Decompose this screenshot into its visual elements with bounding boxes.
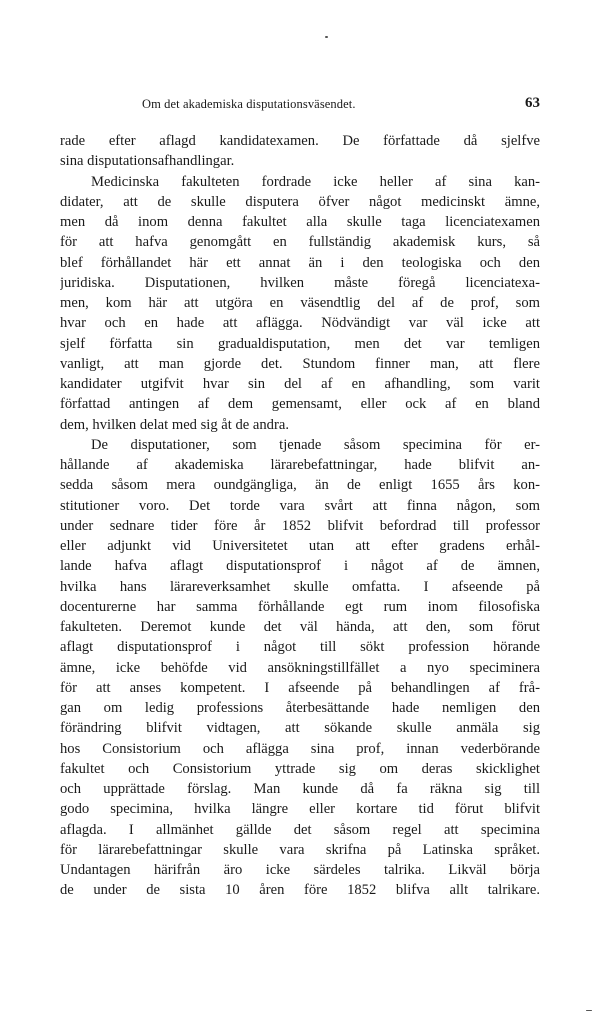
text-line: hos Consistorium och aflägga sina prof, innan vederbörande [60,740,540,757]
text-line: Medicinska fakulteten fordrade icke heller af sina kan- [91,173,540,190]
text-line: rade efter aflagd kandidatexamen. De författade då sjelfve [60,133,540,149]
running-head: Om det akademiska disputationsväsendet. [142,97,356,111]
text-line: för lärarebefattningar skulle vara skrifna på Latinska språket. [60,841,540,858]
text-line: de under de sista 10 åren före 1852 blifva allt talrikare. [60,882,540,899]
body-text [60,131,540,901]
text-line: förändring blifvit vidtagen, att sökande skulle anmäla sig [60,720,540,737]
print-speck [325,36,328,38]
text-line: men då inom denna fakultet alla skulle taga licenciatexamen [60,214,540,230]
text-line: fakultet och Consistorium yttrade sig om deras skicklighet [60,760,540,777]
text-line: kandidater utgifvit hvar sin del af en afhandling, som varit [60,376,540,392]
text-line: didater, att de skulle disputera öfver något medicinskt ämne, [60,193,540,210]
text-line: under sednare tider före år 1852 blifvit befordrad till professor [60,517,540,534]
text-line: gan om ledig professions återbesättande hade nemligen den [60,700,540,716]
text-line: fakulteten. Deremot kunde det väl hända, att den, som förut [60,619,540,635]
page-number: 63 [525,95,540,111]
page-header [60,97,540,117]
text-line: för att hafva genomgått en fullständig akademisk kurs, så [60,234,540,251]
text-line: sina disputationsafhandlingar. [60,153,235,170]
text-line: hvar och en hade att aflägga. Nödvändigt var väl icke att [60,315,540,332]
text-line: docenturerne har samma förhållande egt rum inom filosofiska [60,598,540,615]
text-line: Undantagen härifrån äro icke särdeles talrika. Likväl börja [60,862,540,878]
text-line: De disputationer, som tjenade såsom specimina för er- [91,436,540,453]
text-line: aflagt disputationsprof i något till sökt profession hörande [60,639,540,656]
text-line: hvilka hans lärareverksamhet skulle omfatta. I afseende på [60,578,540,595]
text-line: hållande af akademiska lärarebefattningar, hade blifvit an- [60,457,540,473]
print-speck [586,1010,592,1011]
text-line: författad antingen af dem gemensamt, eller ock af en bland [60,396,540,413]
text-line: stitutioner voro. Det torde vara svårt att finna någon, som [60,497,540,514]
text-line: aflagda. I allmänhet gällde det såsom regel att specimina [60,821,540,838]
text-line: för att anses kompetent. I afseende på behandlingen af frå- [60,679,540,696]
text-line: ämne, icke behöfde vid ansökningstillfället a nyo speciminera [60,659,540,676]
text-line: godo specimina, hvilka längre eller kortare tid förut blifvit [60,801,540,818]
text-line: sedda såsom mera oundgängliga, än de enligt 1655 års kon- [60,477,540,494]
text-line: eller adjunkt vid Universitetet utan att efter gradens erhål- [60,538,540,554]
text-line: juridiska. Disputationen, hvilken måste föregå licenciatexa- [60,274,540,291]
text-line: och upprättade förslag. Man kunde då fa räkna sig till [60,781,540,797]
text-line: blef förhållandet här ett annat än i den teologiska och den [60,254,540,271]
text-line: dem, hvilken delat med sig åt de andra. [60,416,289,433]
text-line: men, kom här att utgöra en väsendtlig del af de prof, som [60,295,540,311]
text-line: vanligt, att man gjorde det. Stundom finner man, att flere [60,355,540,372]
text-line: lande hafva aflagt disputationsprof i något af de ämnen, [60,558,540,575]
text-line: sjelf författa sin gradualdisputation, men det var temligen [60,335,540,352]
